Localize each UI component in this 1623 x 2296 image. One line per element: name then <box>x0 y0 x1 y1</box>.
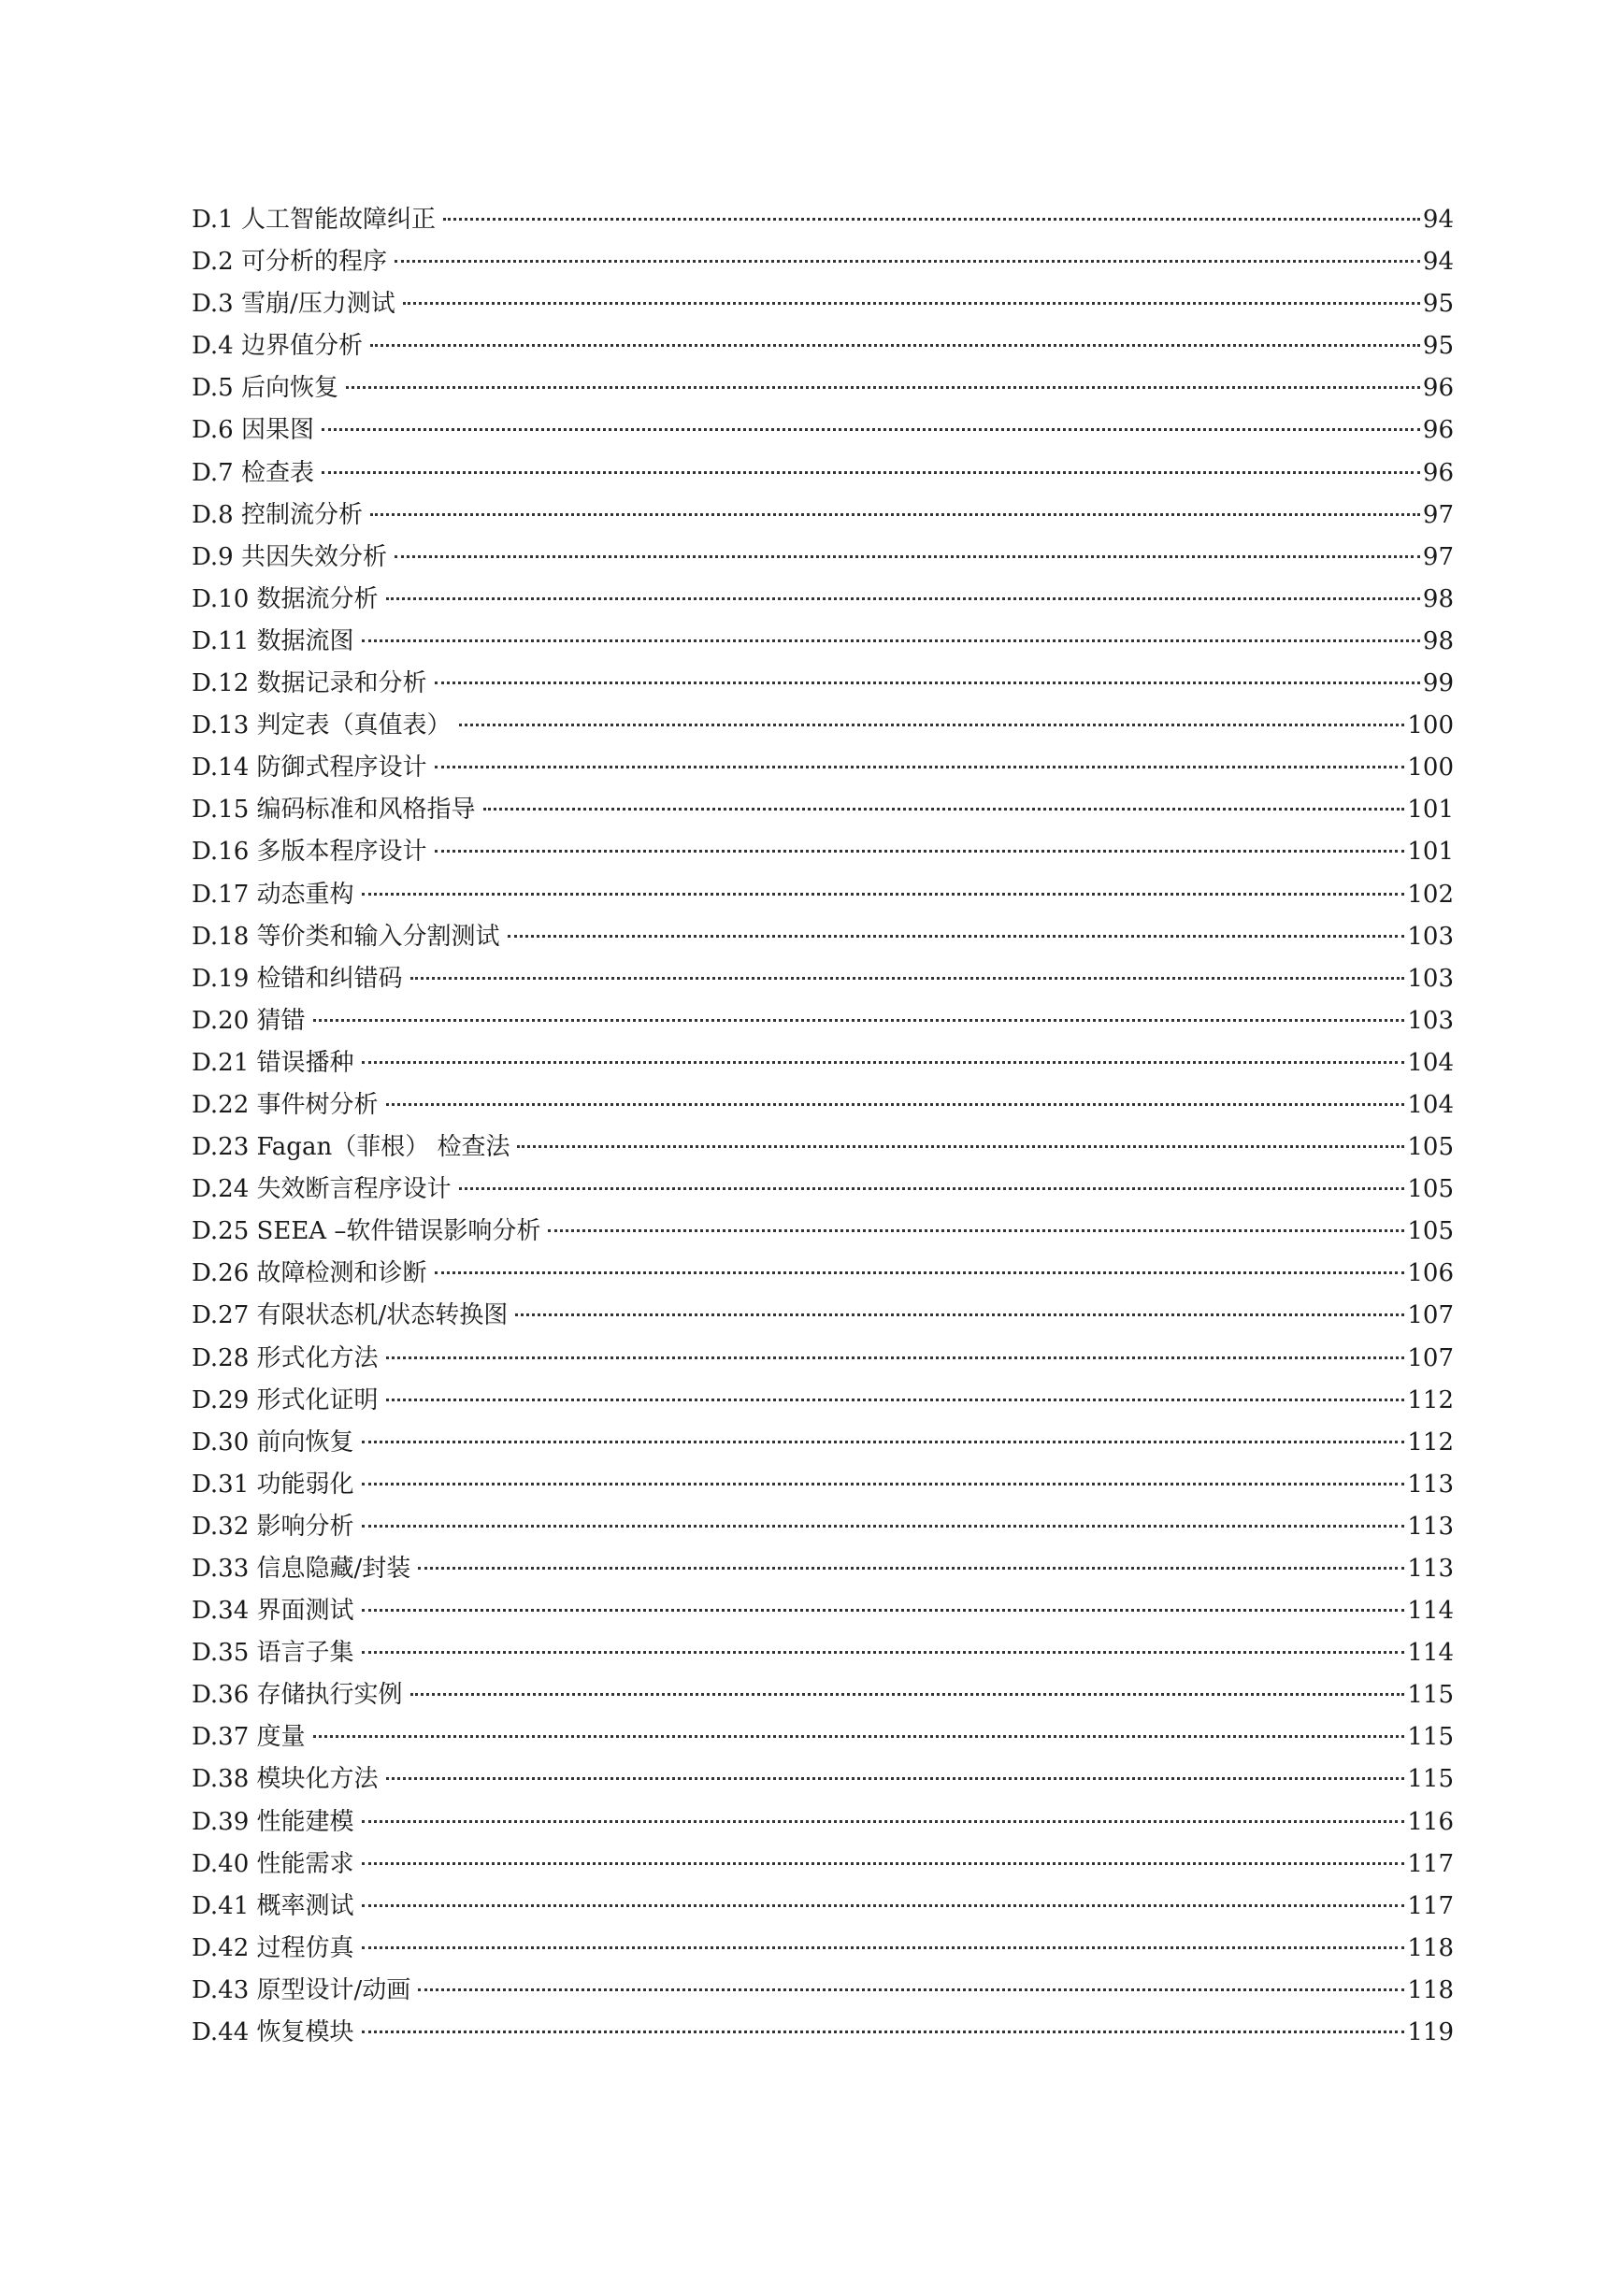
toc-entry-page-number: 95 <box>1422 290 1454 319</box>
toc-entry[interactable] <box>192 495 1454 537</box>
toc-entry[interactable] <box>192 325 1454 367</box>
toc-entry-page-number: 107 <box>1407 1343 1454 1372</box>
dot-leader <box>362 1609 1405 1612</box>
toc-entry-title: D.35 语言子集 <box>192 1639 354 1668</box>
toc-entry-title: D.39 性能建模 <box>192 1807 354 1836</box>
toc-entry-title: D.34 界面测试 <box>192 1597 354 1626</box>
toc-entry-title: D.1 人工智能故障纠正 <box>192 206 436 234</box>
toc-entry[interactable] <box>192 1211 1454 1253</box>
toc-entry[interactable] <box>192 1506 1454 1548</box>
table-of-contents <box>192 199 1454 2054</box>
toc-entry-title: D.14 防御式程序设计 <box>192 753 427 782</box>
dot-leader <box>483 808 1405 811</box>
dot-leader <box>508 935 1405 938</box>
toc-entry-title: D.21 错误播种 <box>192 1048 354 1077</box>
dot-leader <box>410 1693 1405 1696</box>
dot-leader <box>362 1483 1405 1485</box>
toc-entry-page-number: 113 <box>1407 1555 1454 1583</box>
dot-leader <box>362 1946 1405 1949</box>
dot-leader <box>370 344 1420 347</box>
toc-entry-page-number: 96 <box>1422 374 1454 403</box>
toc-entry-title: D.3 雪崩/压力测试 <box>192 290 395 319</box>
dot-leader <box>515 1313 1404 1316</box>
toc-entry-title: D.37 度量 <box>192 1723 306 1752</box>
dot-leader <box>548 1229 1404 1232</box>
toc-entry-page-number: 113 <box>1407 1512 1454 1541</box>
toc-entry-page-number: 95 <box>1422 332 1454 361</box>
toc-entry-title: D.26 故障检测和诊断 <box>192 1259 427 1288</box>
toc-entry-title: D.19 检错和纠错码 <box>192 964 403 993</box>
toc-entry[interactable] <box>192 1758 1454 1801</box>
toc-entry-title: D.44 恢复模块 <box>192 2018 354 2047</box>
toc-entry[interactable] <box>192 1042 1454 1084</box>
dot-leader <box>418 1988 1404 1991</box>
toc-entry-page-number: 115 <box>1407 1723 1454 1752</box>
toc-entry-title: D.20 猜错 <box>192 1006 306 1035</box>
dot-leader <box>313 1019 1405 1022</box>
toc-entry-title: D.28 形式化方法 <box>192 1343 379 1372</box>
dot-leader <box>362 2031 1405 2033</box>
toc-entry-title: D.30 前向恢复 <box>192 1428 354 1457</box>
toc-entry[interactable] <box>192 958 1454 1000</box>
dot-leader <box>362 1651 1405 1654</box>
dot-leader <box>386 1356 1405 1359</box>
toc-entry[interactable] <box>192 1844 1454 1886</box>
toc-entry-page-number: 119 <box>1407 2018 1454 2047</box>
toc-entry-title: D.25 SEEA –软件错误影响分析 <box>192 1217 541 1246</box>
toc-entry[interactable] <box>192 537 1454 579</box>
toc-entry-page-number: 118 <box>1407 1933 1454 1962</box>
toc-entry[interactable] <box>192 1295 1454 1337</box>
dot-leader <box>403 302 1420 305</box>
dot-leader <box>418 1567 1404 1570</box>
toc-entry-page-number: 117 <box>1407 1891 1454 1920</box>
toc-entry-title: D.8 控制流分析 <box>192 500 363 529</box>
toc-entry[interactable] <box>192 199 1454 241</box>
toc-entry-page-number: 105 <box>1407 1133 1454 1162</box>
dot-leader <box>313 1735 1405 1738</box>
dot-leader <box>395 555 1420 558</box>
toc-entry[interactable] <box>192 1464 1454 1506</box>
dot-leader <box>362 1441 1405 1443</box>
toc-entry-page-number: 113 <box>1407 1470 1454 1499</box>
dot-leader <box>443 218 1420 221</box>
dot-leader <box>435 850 1405 853</box>
toc-entry-page-number: 94 <box>1422 248 1454 277</box>
toc-entry-title: D.40 性能需求 <box>192 1849 354 1878</box>
toc-entry[interactable] <box>192 1928 1454 1970</box>
toc-entry-page-number: 102 <box>1407 880 1454 909</box>
dot-leader <box>362 893 1405 896</box>
dot-leader <box>435 682 1420 684</box>
toc-entry-page-number: 94 <box>1422 206 1454 234</box>
toc-entry[interactable] <box>192 747 1454 789</box>
toc-entry-page-number: 115 <box>1407 1765 1454 1794</box>
dot-leader <box>386 1399 1405 1401</box>
dot-leader <box>395 260 1420 263</box>
toc-entry[interactable] <box>192 1632 1454 1674</box>
toc-entry-title: D.42 过程仿真 <box>192 1933 354 1962</box>
toc-entry-page-number: 106 <box>1407 1259 1454 1288</box>
toc-entry-title: D.13 判定表（真值表） <box>192 711 452 740</box>
dot-leader <box>362 1820 1405 1823</box>
toc-entry-page-number: 117 <box>1407 1849 1454 1878</box>
dot-leader <box>459 724 1405 726</box>
toc-entry[interactable] <box>192 621 1454 663</box>
dot-leader <box>362 1904 1405 1907</box>
dot-leader <box>370 513 1420 516</box>
toc-entry-title: D.29 形式化证明 <box>192 1385 379 1414</box>
dot-leader <box>386 1103 1405 1106</box>
toc-entry-page-number: 99 <box>1422 669 1454 698</box>
toc-entry-page-number: 107 <box>1407 1301 1454 1330</box>
toc-entry[interactable] <box>192 789 1454 831</box>
toc-entry[interactable] <box>192 663 1454 705</box>
toc-entry[interactable] <box>192 831 1454 873</box>
toc-entry-page-number: 96 <box>1422 416 1454 445</box>
toc-entry[interactable] <box>192 452 1454 495</box>
dot-leader <box>362 1525 1405 1528</box>
toc-entry-title: D.9 共因失效分析 <box>192 542 387 571</box>
dot-leader <box>322 428 1420 431</box>
toc-entry-page-number: 97 <box>1422 500 1454 529</box>
toc-entry[interactable] <box>192 1380 1454 1422</box>
toc-entry-page-number: 118 <box>1407 1975 1454 2004</box>
toc-entry-page-number: 105 <box>1407 1175 1454 1204</box>
toc-entry-title: D.17 动态重构 <box>192 880 354 909</box>
dot-leader <box>362 1061 1405 1064</box>
toc-entry-page-number: 114 <box>1407 1597 1454 1626</box>
toc-entry-title: D.7 检查表 <box>192 458 314 487</box>
toc-entry-title: D.22 事件树分析 <box>192 1090 379 1119</box>
toc-entry[interactable] <box>192 1716 1454 1758</box>
toc-entry[interactable] <box>192 1970 1454 2012</box>
toc-entry-page-number: 100 <box>1407 711 1454 740</box>
toc-entry[interactable] <box>192 705 1454 747</box>
toc-entry-title: D.4 边界值分析 <box>192 332 363 361</box>
dot-leader <box>346 386 1420 389</box>
toc-entry-page-number: 104 <box>1407 1048 1454 1077</box>
toc-entry-page-number: 114 <box>1407 1639 1454 1668</box>
toc-entry-page-number: 112 <box>1407 1428 1454 1457</box>
toc-entry-title: D.2 可分析的程序 <box>192 248 387 277</box>
toc-entry[interactable] <box>192 1548 1454 1590</box>
toc-entry[interactable] <box>192 1084 1454 1126</box>
toc-entry-title: D.11 数据流图 <box>192 626 354 655</box>
toc-entry-page-number: 101 <box>1407 796 1454 825</box>
toc-entry-title: D.33 信息隐藏/封装 <box>192 1555 411 1583</box>
toc-entry[interactable] <box>192 1000 1454 1042</box>
toc-entry-page-number: 101 <box>1407 838 1454 867</box>
toc-entry-page-number: 105 <box>1407 1217 1454 1246</box>
toc-entry-title: D.16 多版本程序设计 <box>192 838 427 867</box>
dot-leader <box>517 1145 1404 1148</box>
toc-entry-page-number: 112 <box>1407 1385 1454 1414</box>
toc-entry-page-number: 103 <box>1407 1006 1454 1035</box>
toc-entry[interactable] <box>192 409 1454 452</box>
dot-leader <box>362 639 1420 642</box>
toc-entry-title: D.12 数据记录和分析 <box>192 669 427 698</box>
toc-entry-title: D.27 有限状态机/状态转换图 <box>192 1301 509 1330</box>
toc-entry[interactable] <box>192 1590 1454 1632</box>
toc-entry-title: D.15 编码标准和风格指导 <box>192 796 476 825</box>
dot-leader <box>459 1187 1405 1190</box>
toc-entry[interactable] <box>192 1169 1454 1211</box>
dot-leader <box>362 1862 1405 1865</box>
dot-leader <box>435 1271 1405 1274</box>
toc-entry[interactable] <box>192 916 1454 958</box>
toc-entry-page-number: 100 <box>1407 753 1454 782</box>
toc-entry[interactable] <box>192 874 1454 916</box>
toc-entry-title: D.18 等价类和输入分割测试 <box>192 922 500 951</box>
toc-entry[interactable] <box>192 579 1454 621</box>
toc-entry[interactable] <box>192 1674 1454 1716</box>
toc-entry-page-number: 96 <box>1422 458 1454 487</box>
toc-entry[interactable] <box>192 241 1454 283</box>
dot-leader <box>386 1777 1405 1780</box>
toc-entry[interactable] <box>192 283 1454 325</box>
toc-entry[interactable] <box>192 1338 1454 1380</box>
toc-entry-title: D.32 影响分析 <box>192 1512 354 1541</box>
dot-leader <box>386 597 1420 600</box>
toc-entry-page-number: 115 <box>1407 1681 1454 1710</box>
toc-entry-title: D.24 失效断言程序设计 <box>192 1175 452 1204</box>
toc-entry[interactable] <box>192 1886 1454 1928</box>
toc-entry[interactable] <box>192 1801 1454 1844</box>
toc-entry-title: D.43 原型设计/动画 <box>192 1975 411 2004</box>
toc-entry[interactable] <box>192 1253 1454 1295</box>
toc-entry-title: D.41 概率测试 <box>192 1891 354 1920</box>
toc-entry-page-number: 116 <box>1407 1807 1454 1836</box>
dot-leader <box>435 766 1405 768</box>
toc-entry-title: D.6 因果图 <box>192 416 314 445</box>
toc-entry-page-number: 98 <box>1422 626 1454 655</box>
toc-entry-title: D.23 Fagan（菲根） 检查法 <box>192 1133 510 1162</box>
toc-entry-title: D.38 模块化方法 <box>192 1765 379 1794</box>
toc-entry-page-number: 104 <box>1407 1090 1454 1119</box>
toc-entry[interactable] <box>192 367 1454 409</box>
toc-entry-title: D.5 后向恢复 <box>192 374 338 403</box>
toc-entry-page-number: 103 <box>1407 922 1454 951</box>
toc-entry-page-number: 103 <box>1407 964 1454 993</box>
toc-entry-title: D.10 数据流分析 <box>192 584 379 613</box>
toc-entry-page-number: 98 <box>1422 584 1454 613</box>
toc-entry[interactable] <box>192 2012 1454 2054</box>
dot-leader <box>410 977 1405 980</box>
dot-leader <box>322 471 1420 474</box>
toc-entry[interactable] <box>192 1126 1454 1169</box>
toc-entry[interactable] <box>192 1422 1454 1464</box>
toc-entry-title: D.36 存储执行实例 <box>192 1681 403 1710</box>
toc-entry-page-number: 97 <box>1422 542 1454 571</box>
toc-entry-title: D.31 功能弱化 <box>192 1470 354 1499</box>
